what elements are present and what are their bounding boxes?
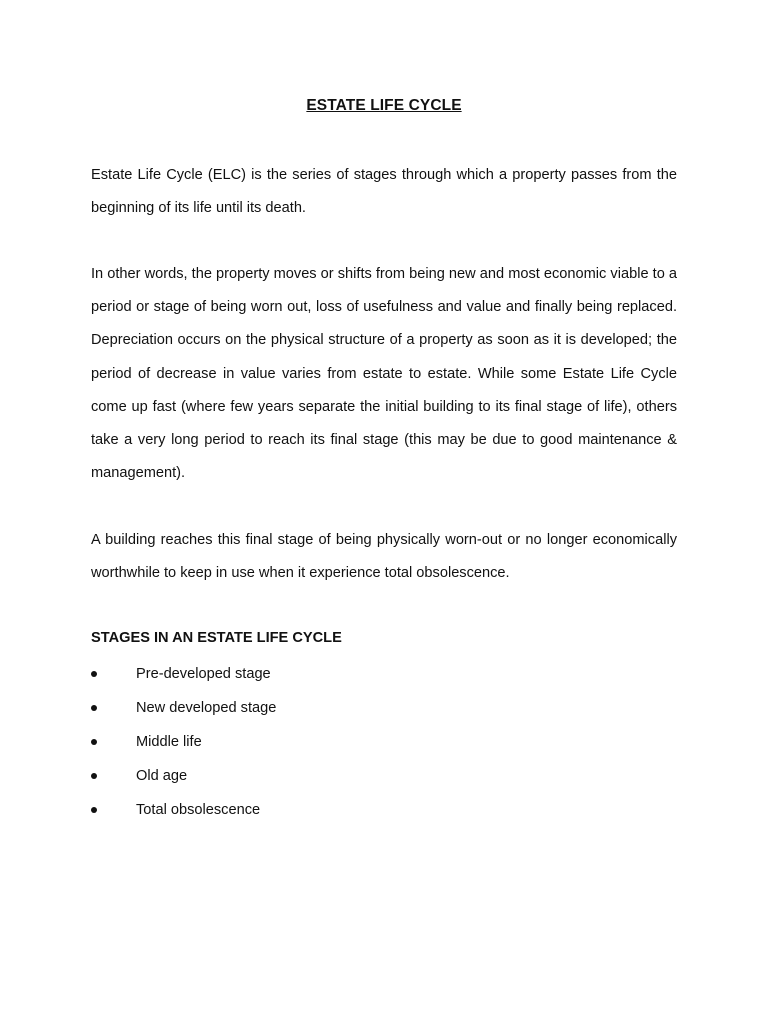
section-heading-stages: STAGES IN AN ESTATE LIFE CYCLE xyxy=(91,630,342,646)
bullet-icon xyxy=(91,739,97,745)
stage-label: Middle life xyxy=(136,734,202,750)
stage-label: Total obsolescence xyxy=(136,802,261,818)
paragraph-definition: Estate Life Cycle (ELC) is the series of stages through which a property passes from the beginning of its life until its death. xyxy=(91,167,677,217)
paragraph-explanation: In other words, the property moves or shifts from being new and most economic viable to a period or stage of being worn out, loss of usefulness and value and finally being replaced. Depreciation occurs on the physical structure of a property as soon as it is developed; the period of decrease in value varies from estate to estate. While some Estate Life Cycle come up fast (where few years separate the initial building to its final stage of life), others take a very long period to reach its final stage (this may be due to good maintenance & management). xyxy=(91,266,677,482)
bullet-icon xyxy=(91,705,97,711)
bullet-icon xyxy=(91,671,97,677)
stage-label: New developed stage xyxy=(136,700,277,716)
bullet-icon xyxy=(91,773,97,779)
bullet-icon xyxy=(91,807,97,813)
paragraph-obsolescence: A building reaches this final stage of being physically worn-out or no longer economically worthwhile to keep in use when it experience total obsolescence. xyxy=(91,532,677,582)
stage-label: Pre-developed stage xyxy=(136,666,271,682)
stage-label: Old age xyxy=(136,768,188,784)
document-title: ESTATE LIFE CYCLE xyxy=(306,97,462,114)
